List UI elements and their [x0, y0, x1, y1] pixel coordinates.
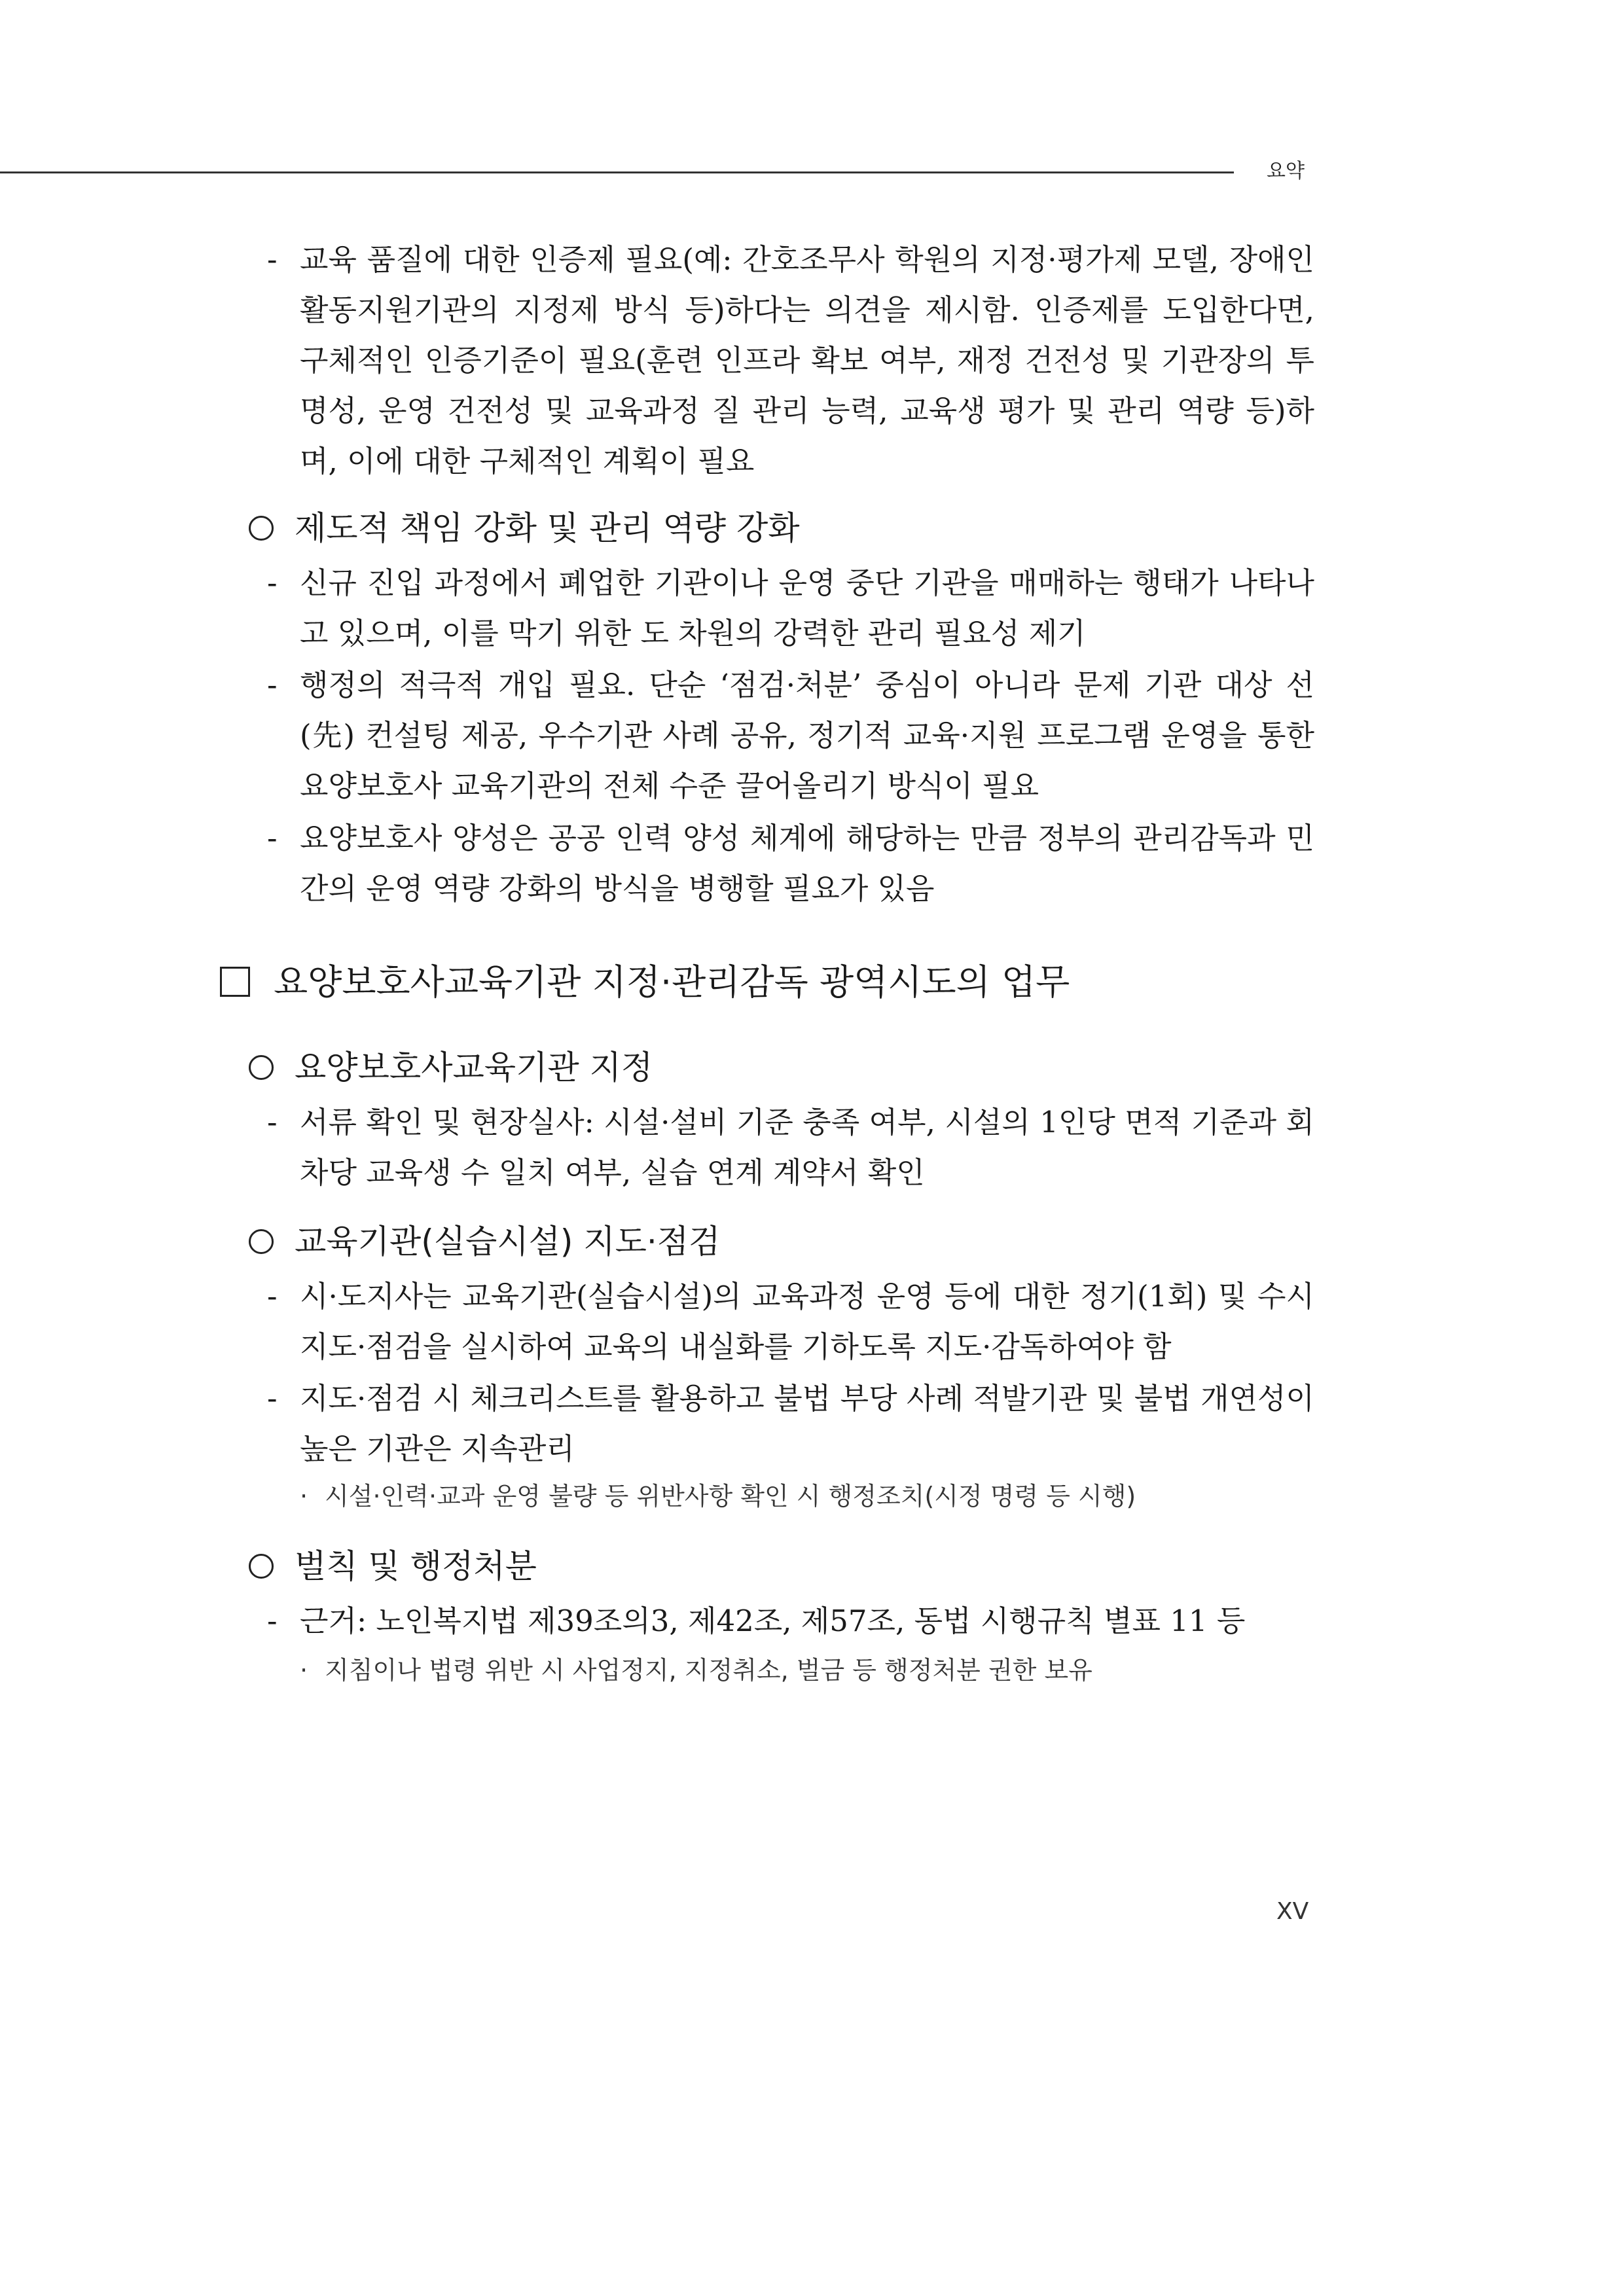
circle2-item-1: [267, 1097, 1314, 1198]
circle1-item-1-text: 신규 진입 과정에서 폐업한 기관이나 운영 중단 기관을 매매하는 행태가 나타나고 있으며, 이를 막기 위한 도 차원의 강력한 관리 필요성 제기: [300, 565, 1314, 651]
dash-mark: -: [267, 242, 278, 277]
dash-mark: -: [267, 1278, 278, 1314]
dash-mark: -: [267, 1104, 278, 1139]
circle3-item-1-text: 시·도지사는 교육기관(실습시설)의 교육과정 운영 등에 대한 정기(1회) 및 수시 지도·점검을 실시하여 교육의 내실화를 기하도록 지도·감독하여야 함: [300, 1279, 1314, 1364]
circle3-dot-text: 시설·인력·교과 운영 불량 등 위반사항 확인 시 행정조치(시정 명령 등 시행): [325, 1482, 1136, 1511]
intro-item: [267, 234, 1314, 486]
circle-bullet-icon: [249, 1554, 274, 1579]
dash-mark: -: [267, 565, 278, 600]
circle1-item-2: [267, 660, 1314, 811]
dash-mark: -: [267, 1603, 278, 1638]
circle3-item-2-text: 지도·점검 시 체크리스트를 활용하고 불법 부당 사례 적발기관 및 불법 개연성이 높은 기관은 지속관리: [300, 1381, 1314, 1466]
circle2-title: 요양보호사교육기관 지정: [295, 1049, 653, 1086]
header-rule: [0, 171, 1234, 173]
circle1-heading: [249, 505, 800, 551]
circle-bullet-icon: [249, 1055, 274, 1080]
page-number: XV: [1276, 1898, 1309, 1925]
circle1-item-3-text: 요양보호사 양성은 공공 인력 양성 체계에 해당하는 만큼 정부의 관리감독과 민간의 운영 역량 강화의 방식을 병행할 필요가 있음: [300, 821, 1314, 906]
circle3-heading: [249, 1219, 720, 1265]
circle3-dot-item: [300, 1477, 1136, 1516]
circle2-item-1-text: 서류 확인 및 현장실사: 시설·설비 기준 충족 여부, 시설의 1인당 면적 기준과 회차당 교육생 수 일치 여부, 실습 연계 계약서 확인: [300, 1105, 1314, 1190]
circle1-item-3: [267, 813, 1314, 914]
intro-item-text: 교육 품질에 대한 인증제 필요(예: 간호조무사 학원의 지정·평가제 모델, 장애인활동지원기관의 지정제 방식 등)하다는 의견을 제시함. 인증제를 도입한다면, 구체적인 인증기준이 필요(훈련 인프라 확보 여부, 재정 건전성 및 기관장의 투명성, 운영 건전성 및 교육과정 질 관리 능력, 교육생 평가 및 관리 역량 등)하며, 이에 대한 구체적인 계획이 필요: [300, 242, 1314, 478]
circle4-dot-text: 지침이나 법령 위반 시 사업정지, 지정취소, 벌금 등 행정처분 권한 보유: [325, 1656, 1092, 1685]
dash-mark: -: [267, 1380, 278, 1416]
dot-mark: ·: [300, 1656, 308, 1685]
circle3-item-2: [267, 1373, 1314, 1474]
circle4-dot-item: [300, 1651, 1092, 1690]
square-heading: [220, 958, 1070, 1007]
square-bullet-icon: [220, 967, 250, 997]
dot-mark: ·: [300, 1482, 308, 1511]
circle-bullet-icon: [249, 1229, 274, 1254]
circle4-heading: [249, 1543, 537, 1589]
circle4-item-1: [267, 1596, 1314, 1646]
circle2-heading: [249, 1045, 653, 1090]
dash-mark: -: [267, 667, 278, 702]
circle-bullet-icon: [249, 516, 274, 541]
dash-mark: -: [267, 820, 278, 855]
circle1-item-2-text: 행정의 적극적 개입 필요. 단순 ‘점검·처분’ 중심이 아니라 문제 기관 대상 선(先) 컨설팅 제공, 우수기관 사례 공유, 정기적 교육·지원 프로그램 운영을 통한 요양보호사 교육기관의 전체 수준 끌어올리기 방식이 필요: [300, 668, 1314, 803]
circle3-title: 교육기관(실습시설) 지도·점검: [295, 1223, 721, 1261]
running-head: 요약: [1267, 160, 1305, 183]
circle4-title: 벌칙 및 행정처분: [295, 1547, 537, 1585]
circle3-item-1: [267, 1271, 1314, 1372]
circle1-title: 제도적 책임 강화 및 관리 역량 강화: [295, 509, 800, 547]
circle1-item-1: [267, 558, 1314, 658]
circle4-item-1-text: 근거: 노인복지법 제39조의3, 제42조, 제57조, 동법 시행규칙 별표 11 등: [300, 1604, 1246, 1638]
square-title: 요양보호사교육기관 지정·관리감독 광역시도의 업무: [274, 961, 1070, 1003]
